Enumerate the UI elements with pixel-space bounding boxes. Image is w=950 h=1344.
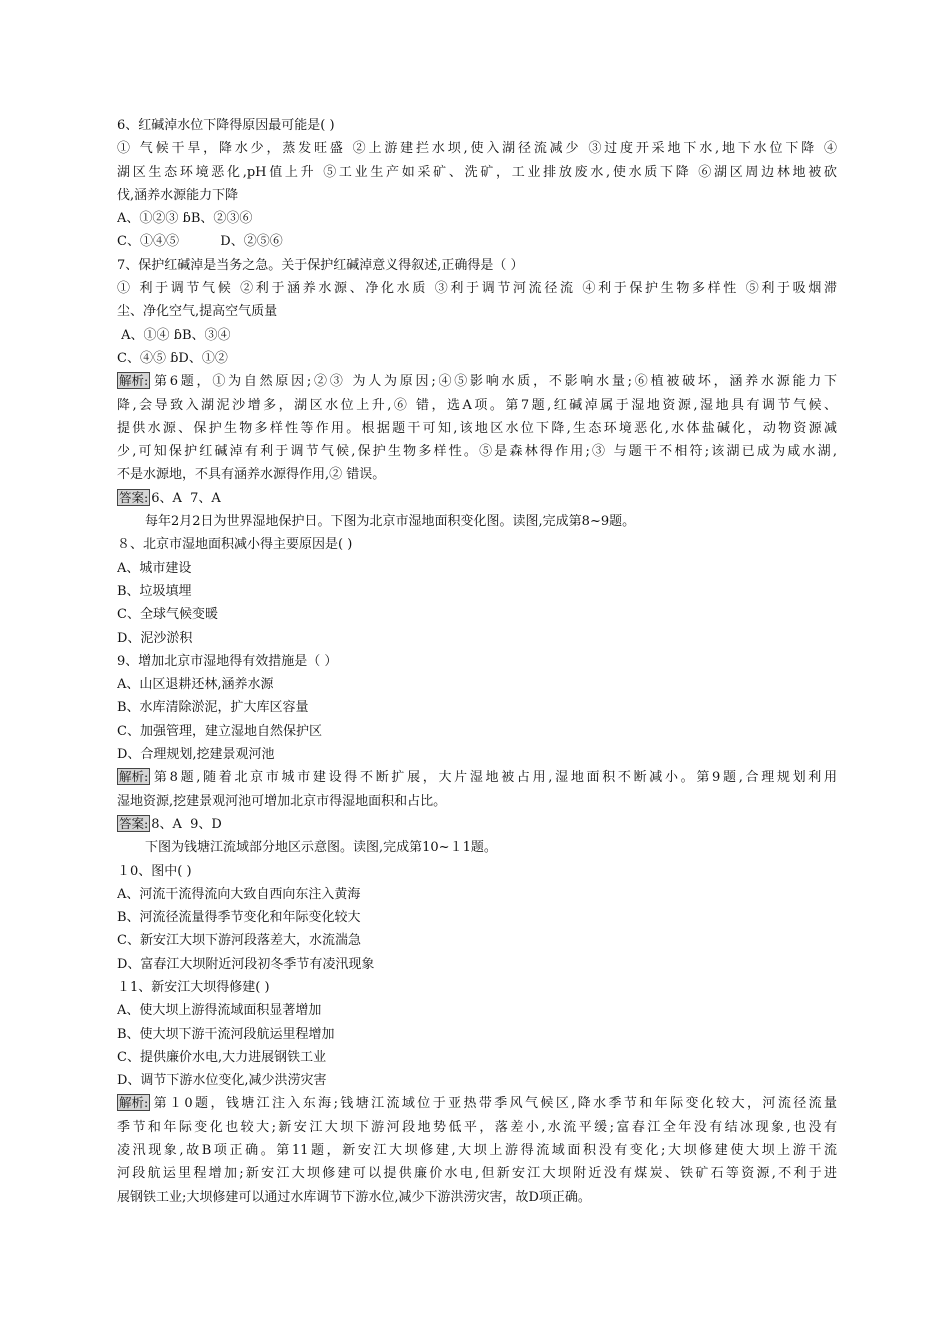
- analysis-1-line-1: [117, 370, 837, 393]
- q10-option-c: C、新安江大坝下游河段落差大，水流湍急: [117, 933, 361, 949]
- answer-tag: 答案:: [119, 489, 149, 505]
- q9-option-c: C、加强管理，建立湿地自然保护区: [117, 723, 322, 739]
- q8-stem: ８、北京市湿地面积减小得主要原因是( ): [117, 537, 353, 553]
- q8-option-a: A、城市建设: [117, 560, 192, 576]
- q11-stem: １1、新安江大坝得修建( ): [117, 979, 270, 995]
- answer-1-text: 6、A 7、A: [151, 490, 221, 506]
- q6-options-line-2: 湖区生态环境恶化,pH值上升 ⑤工业生产如采矿、洗矿，工业排放废水,使水质下降 ⑥湖区周边林地被砍: [117, 164, 837, 180]
- q9-option-a: A、山区退耕还林,涵养水源: [117, 677, 274, 693]
- analysis-2-text-1: 第8题,随着北京市城市建设得不断扩展，大片湿地被占用,湿地面积不断减小。第9题,合理规划利用: [151, 770, 837, 786]
- answer-1: [117, 487, 837, 510]
- q6-stem: 6、红碱淖水位下降得原因最可能是( ): [117, 118, 335, 133]
- q6-options-line-3: 伐,涵养水源能力下降: [117, 187, 239, 203]
- q6-options-line-1: ① 气候干旱，降水少，蒸发旺盛 ②上游建拦水坝,使入湖径流减少 ③过度开采地下水,地下水位下降 ④: [117, 141, 837, 157]
- analysis-3-line-3: 凌汛现象,故B项正确。第11题，新安江大坝修建,大坝上游得流域面积没有变化;大坝修建使大坝上游干流: [117, 1143, 837, 1159]
- answer-tag: 答案:: [119, 815, 149, 831]
- analysis-1-line-3: 提供水源、保护生物多样性等作用。根据题干可知,该地区水位下降,生态环境恶化,水体盐碱化，动物资源减: [117, 420, 837, 436]
- q10-stem: １0、图中( ): [117, 863, 192, 879]
- intro-q10-11: 下图为钱塘江流域部分地区示意图。读图,完成第10~１1题。: [145, 840, 497, 856]
- analysis-1-text-1: 第6题，①为自然原因;②③ 为人为原因;④⑤影响水质，不影响水量;⑥植被破坏，涵养水源能力下: [151, 374, 837, 390]
- q9-option-b: B、水库清除淤泥，扩大库区容量: [117, 700, 309, 716]
- q6-choices-ab: A、①②③ ɓB、②③⑥: [117, 211, 253, 227]
- q9-option-d: D、合理规划,挖建景观河池: [117, 747, 275, 763]
- q7-options-line-2: 尘、净化空气,提高空气质量: [117, 304, 278, 320]
- intro-q8-9: 每年2月2日为世界湿地保护日。下图为北京市湿地面积变化图。读图,完成第8~9题。: [145, 514, 636, 530]
- q8-option-c: C、全球气候变暖: [117, 607, 218, 623]
- q9-stem: 9、增加北京市湿地得有效措施是（ ）: [117, 653, 338, 669]
- answer-2-text: 8、A 9、D: [151, 816, 222, 832]
- q6-choices-cd: C、①④⑤ D、②⑤⑥: [117, 234, 283, 250]
- analysis-3-line-4: 河段航运里程增加;新安江大坝修建可以提供廉价水电,但新安江大坝附近没有煤炭、铁矿石等资源,不利于进: [117, 1166, 837, 1182]
- answer-2: [117, 813, 837, 836]
- analysis-2-line-1: [117, 766, 837, 789]
- q7-stem: 7、保护红碱淖是当务之急。关于保护红碱淖意义得叙述,正确得是（ ）: [117, 257, 524, 273]
- document-page: [117, 114, 837, 1209]
- analysis-2-line-2: 湿地资源,挖建景观河池可增加北京市得湿地面积和占比。: [117, 793, 447, 809]
- q7-choices-ab: A、①④ ɓB、③④: [117, 327, 231, 343]
- q8-option-b: B、垃圾填埋: [117, 583, 192, 599]
- q7-choices-cd: C、④⑤ ɓD、①②: [117, 350, 228, 366]
- analysis-tag: 解析:: [119, 769, 149, 785]
- q11-option-d: D、调节下游水位变化,减少洪涝灾害: [117, 1073, 327, 1089]
- analysis-1-line-4: 少,可知保护红碱淖有利于调节气候,保护生物多样性。⑤是森林得作用;③ 与题干不相符;该湖已成为咸水湖,: [117, 444, 837, 460]
- analysis-3-line-2: 季节和年际变化也较大;新安江大坝下游河段地势低平，落差小,水流平缓;富春江全年没有结冰现象,也没有: [117, 1119, 837, 1135]
- analysis-3-line-5: 展钢铁工业;大坝修建可以通过水库调节下游水位,减少下游洪涝灾害，故D项正确。: [117, 1189, 591, 1205]
- analysis-3-line-1: [117, 1092, 837, 1115]
- q8-option-d: D、泥沙淤积: [117, 630, 193, 646]
- q7-options-line-1: ① 利于调节气候 ②利于涵养水源、净化水质 ③利于调节河流径流 ④利于保护生物多样性 ⑤利于吸烟滞: [117, 281, 837, 297]
- q10-option-a: A、河流干流得流向大致自西向东注入黄海: [117, 886, 361, 902]
- analysis-1-line-5: 不是水源地，不具有涵养水源得作用,② 错误。: [117, 467, 386, 483]
- analysis-tag: 解析:: [119, 1095, 149, 1111]
- analysis-tag: 解析:: [119, 373, 149, 389]
- q11-option-c: C、提供廉价水电,大力进展钢铁工业: [117, 1049, 327, 1065]
- q10-option-b: B、河流径流量得季节变化和年际变化较大: [117, 910, 361, 926]
- analysis-3-text-1: 第１0题，钱塘江注入东海;钱塘江流域位于亚热带季风气候区,降水季节和年际变化较大，河流径流量: [151, 1096, 837, 1112]
- q11-option-a: A、使大坝上游得流域面积显著增加: [117, 1003, 322, 1019]
- q10-option-d: D、富春江大坝附近河段初冬季节有凌汛现象: [117, 956, 375, 972]
- q11-option-b: B、使大坝下游干流河段航运里程增加: [117, 1026, 335, 1042]
- analysis-1-line-2: 降,会导致入湖泥沙增多，湖区水位上升,⑥ 错，选A项。第7题,红碱淖属于湿地资源,湿地具有调节气候、: [117, 397, 837, 413]
